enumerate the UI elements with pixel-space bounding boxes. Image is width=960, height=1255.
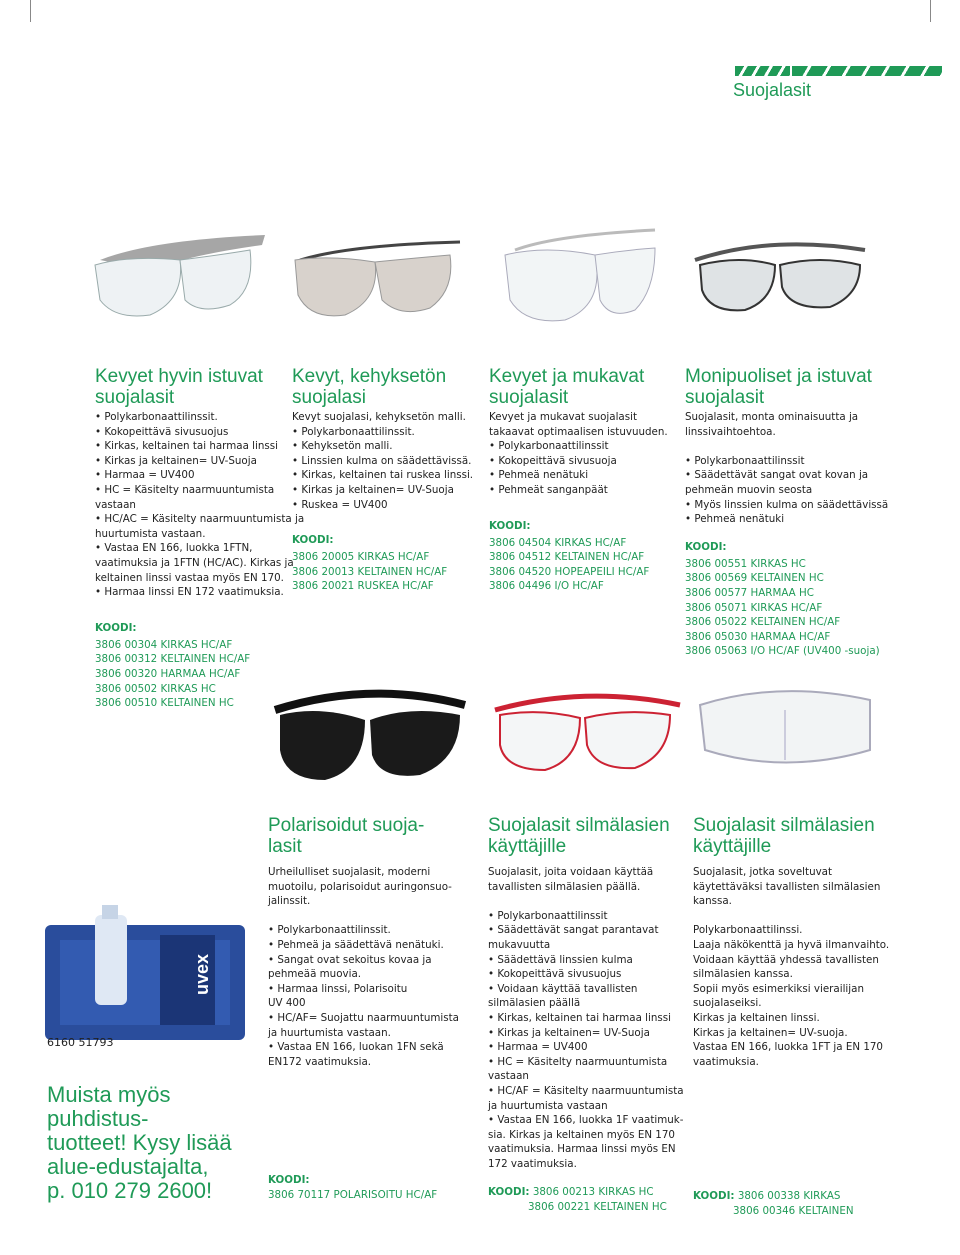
feature-line: sia. Kirkas ja keltainen myös EN 170 [488, 1128, 675, 1141]
promo-line: tuotteet! Kysy lisää [47, 1130, 232, 1155]
feature-line: • Linssien kulma on säädettävissä. [292, 454, 472, 467]
feature-line: suojalaseiksi. [693, 997, 762, 1010]
code-line: 3806 00221 KELTAINEN HC [528, 1201, 667, 1214]
feature-line: • Polykarbonaattilinssit. [95, 411, 218, 423]
product-title: Polarisoidut suoja- [268, 815, 425, 836]
feature-line: • Kokopeittävä sivusuoja [489, 454, 617, 467]
feature-line: • Kirkas, keltainen tai harmaa linssi [488, 1011, 671, 1024]
feature-line: käytettäväksi tavallisten silmälasien [693, 880, 881, 893]
code-label: KOODI: [292, 534, 334, 547]
feature-line: • HC = Käsitelty naarmuuntumista [95, 483, 275, 496]
feature-line: • Myös linssien kulma on säädettävissä [685, 498, 889, 511]
feature-line: • Kokopeittävä sivusuojus [95, 425, 229, 438]
product-card-1 [95, 366, 305, 711]
code-line: 3806 05063 I/O HC/AF (UV400 -suoja) [685, 645, 880, 658]
safety-glasses-image [90, 220, 270, 330]
feature-line: • Pehmeä ja säädettävä nenätuki. [268, 938, 444, 951]
feature-line: • Vastaa EN 166, luokka 1FTN, [95, 542, 253, 555]
code-label: KOODI: [95, 621, 137, 634]
feature-line: • Polykarbonaattilinssit [685, 454, 805, 467]
feature-line: • Kirkas ja keltainen= UV-Suoja [292, 483, 454, 496]
promo-text [47, 1083, 267, 1203]
feature-line: • HC = Käsitelty naarmuuntumista [488, 1055, 668, 1068]
feature-line: • Säädettävät sangat parantavat [488, 924, 659, 937]
feature-line [488, 894, 688, 909]
feature-line: Suojalasit, jotka soveltuvat [693, 866, 833, 878]
feature-line: • Vastaa EN 166, luokan 1FN sekä [268, 1041, 444, 1054]
product-title: Kevyet ja mukavat [489, 366, 645, 387]
feature-line [268, 909, 463, 924]
feature-line: • Voidaan käyttää tavallisten [488, 982, 638, 995]
product-code: 6160 51793 [47, 1036, 114, 1049]
feature-line: pehmeän muovin seosta [685, 483, 813, 496]
feature-line: • Polykarbonaattilinssit. [292, 425, 415, 438]
product-card-5 [268, 815, 463, 1203]
crop-mark [30, 0, 31, 22]
feature-line: silmälasien kanssa. [693, 968, 793, 981]
code-line: 3806 70117 POLARISOITU HC/AF [268, 1189, 438, 1202]
product-title: suojalasi [292, 387, 366, 408]
feature-line: • Vastaa EN 166, luokka 1F vaatimuk- [488, 1114, 684, 1127]
code-line: 3806 05022 KELTAINEN HC/AF [685, 616, 841, 629]
feature-line: • Säädettävät sangat ovat kovan ja [685, 469, 869, 482]
code-line: 3806 05030 HARMAA HC/AF [685, 630, 831, 643]
code-line: 3806 04496 I/O HC/AF [489, 580, 604, 593]
product-title: Kevyet hyvin istuvat [95, 366, 263, 387]
polarized-glasses-image [270, 675, 470, 790]
product-title: käyttäjille [693, 836, 772, 857]
code-line: 3806 00304 KIRKAS HC/AF [95, 638, 233, 651]
feature-line: EN172 vaatimuksia. [268, 1055, 372, 1068]
feature-line: • Pehmeä nenätuki [685, 513, 785, 526]
feature-line: ja huurtumista vastaan [488, 1099, 608, 1112]
code-line: 3806 00312 KELTAINEN HC/AF [95, 653, 251, 666]
feature-line: • HC/AF = Käsitelty naarmuuntumista [488, 1084, 684, 1097]
feature-line: tavallisten silmälasien päällä. [488, 880, 641, 893]
code-line: 3806 04512 KELTAINEN HC/AF [489, 551, 645, 564]
feature-line: • Harmaa = UV400 [488, 1041, 588, 1054]
product-title: Suojalasit silmälasien [488, 815, 670, 836]
feature-line: • Kirkas, keltainen tai ruskea linssi. [292, 469, 474, 482]
feature-line: Polykarbonaattilinssi. [693, 924, 803, 937]
feature-line: vaatimuksia. Harmaa linssi myös EN [488, 1143, 676, 1156]
code-label: KOODI: [488, 1186, 530, 1199]
feature-line [693, 909, 893, 924]
feature-line: Urheilulliset suojalasit, moderni [268, 866, 431, 878]
code-line: 3806 20021 RUSKEA HC/AF [292, 580, 434, 593]
feature-line: Vastaa EN 166, luokka 1FT ja EN 170 [693, 1041, 883, 1054]
product-card-2 [292, 366, 482, 594]
versatile-glasses-image [690, 225, 870, 325]
code-line: 3806 00502 KIRKAS HC [95, 682, 216, 695]
code-line: 3806 00338 KIRKAS [737, 1190, 841, 1203]
feature-line: • Kehyksetön malli. [292, 440, 393, 453]
visitor-glasses-image [690, 665, 880, 785]
feature-line: jalinssit. [268, 895, 311, 908]
code-label: KOODI: [685, 540, 727, 553]
feature-line: • Ruskea = UV400 [292, 498, 388, 511]
feature-line: silmälasien päällä [488, 997, 581, 1010]
product-card-7 [693, 815, 893, 1219]
code-label: KOODI: [268, 1174, 310, 1187]
feature-line: muotoilu, polarisoidut auringonsuo- [268, 880, 452, 893]
code-line: 3806 00346 KELTAINEN [733, 1204, 854, 1217]
feature-line: Kevyt suojalasi, kehyksetön malli. [292, 411, 466, 423]
product-title: suojalasit [95, 387, 175, 408]
product-title: suojalasit [489, 387, 569, 408]
promo-line: p. 010 279 2600! [47, 1178, 213, 1203]
code-line: 3806 00320 HARMAA HC/AF [95, 667, 241, 680]
feature-line: • Polykarbonaattilinssit [489, 440, 609, 453]
code-line: 3806 00510 KELTAINEN HC [95, 697, 234, 710]
feature-line: Kevyet ja mukavat suojalasit [489, 411, 638, 423]
product-title: Monipuoliset ja istuvat [685, 366, 872, 387]
feature-line: • Kirkas ja keltainen= UV-Suoja [95, 454, 257, 467]
feature-line: kanssa. [693, 895, 732, 908]
promo-line: Muista myös puhdistus- [47, 1082, 171, 1131]
feature-line: • Kokopeittävä sivusuojus [488, 968, 622, 981]
feature-line: Laaja näkökenttä ja hyvä ilmanvaihto. [693, 938, 890, 951]
feature-line: • Harmaa linssi EN 172 vaatimuksia. [95, 586, 284, 599]
overglasses-image [485, 680, 685, 780]
code-line: 3806 05071 KIRKAS HC/AF [685, 601, 823, 614]
code-line: 3806 00551 KIRKAS HC [685, 557, 806, 570]
svg-text:uvex: uvex [192, 953, 212, 995]
code-line: 3806 00577 HARMAA HC [685, 586, 814, 599]
feature-line: • Kirkas ja keltainen= UV-Suoja [488, 1026, 650, 1039]
feature-line: vastaan [488, 1070, 529, 1083]
feature-line: • Pehmeät sanganpäät [489, 483, 608, 496]
feature-line: • Kirkas, keltainen tai harmaa linssi [95, 440, 278, 453]
code-line: 3806 04520 HOPEAPEILI HC/AF [489, 565, 650, 578]
code-line: 3806 20013 KELTAINEN HC/AF [292, 565, 448, 578]
feature-line: 172 vaatimuksia. [488, 1157, 577, 1170]
feature-line: • Säädettävä linssien kulma [488, 953, 633, 966]
feature-line: Suojalasit, monta ominaisuutta ja [685, 411, 859, 423]
feature-line: Voidaan käyttää yhdessä tavallisten [693, 953, 879, 966]
feature-line: mukavuutta [488, 938, 551, 951]
product-card-4 [685, 366, 895, 659]
feature-line: • Polykarbonaattilinssit. [268, 924, 391, 937]
feature-line: • Harmaa linssi, Polarisoitu [268, 982, 408, 995]
feature-line: • Polykarbonaattilinssit [488, 909, 608, 922]
code-label: KOODI: [489, 519, 531, 532]
feature-line: vastaan [95, 498, 136, 511]
feature-line: Kirkas ja keltainen linssi. [693, 1011, 820, 1024]
feature-line: UV 400 [268, 997, 306, 1010]
product-title: Suojalasit silmälasien [693, 815, 875, 836]
crop-mark [930, 0, 931, 22]
product-title: käyttäjille [488, 836, 567, 857]
product-card-6 [488, 815, 688, 1215]
feature-line: • Harmaa = UV400 [95, 469, 195, 482]
frameless-glasses-image [290, 230, 470, 330]
feature-line: vaatimuksia ja 1FTN (HC/AC). Kirkas ja [95, 556, 294, 569]
feature-line: Suojalasit, joita voidaan käyttää [488, 866, 654, 878]
code-line: 3806 00213 KIRKAS HC [532, 1186, 654, 1199]
feature-line: vaatimuksia. [693, 1055, 759, 1068]
feature-line: ja huurtumista vastaan. [268, 1026, 391, 1039]
feature-line [685, 439, 895, 454]
feature-line: Kirkas ja keltainen= UV-suoja. [693, 1026, 848, 1039]
feature-line: Sopii myös esimerkiksi vierailijan [693, 982, 864, 995]
feature-line: pehmeää muovia. [268, 968, 362, 981]
feature-line: takaavat optimaalisen istuvuuden. [489, 425, 668, 438]
feature-line: keltainen linssi vastaa myös EN 170. [95, 571, 284, 584]
feature-line: • HC/AC = Käsitelty naarmuuntumista ja [95, 513, 305, 526]
code-label: KOODI: [693, 1190, 735, 1203]
code-line: 3806 20005 KIRKAS HC/AF [292, 551, 430, 564]
feature-line: • HC/AF= Suojattu naarmuuntumista [268, 1011, 459, 1024]
section-title: Suojalasit [733, 80, 812, 100]
product-card-3 [489, 366, 679, 594]
comfort-glasses-image [495, 220, 665, 335]
product-title: Kevyt, kehyksetön [292, 366, 447, 387]
cleaning-station-image [40, 905, 260, 1045]
feature-line: linssivaihtoehtoa. [685, 425, 776, 438]
code-line: 3806 04504 KIRKAS HC/AF [489, 536, 627, 549]
feature-line: huurtumista vastaan. [95, 527, 206, 540]
feature-line: • Pehmeä nenätuki [489, 469, 589, 482]
product-title: lasit [268, 836, 302, 857]
product-title: suojalasit [685, 387, 765, 408]
code-line: 3806 00569 KELTAINEN HC [685, 572, 824, 585]
promo-line: alue-edustajalta, [47, 1154, 209, 1179]
feature-line: • Sangat ovat sekoitus kovaa ja [268, 953, 432, 966]
